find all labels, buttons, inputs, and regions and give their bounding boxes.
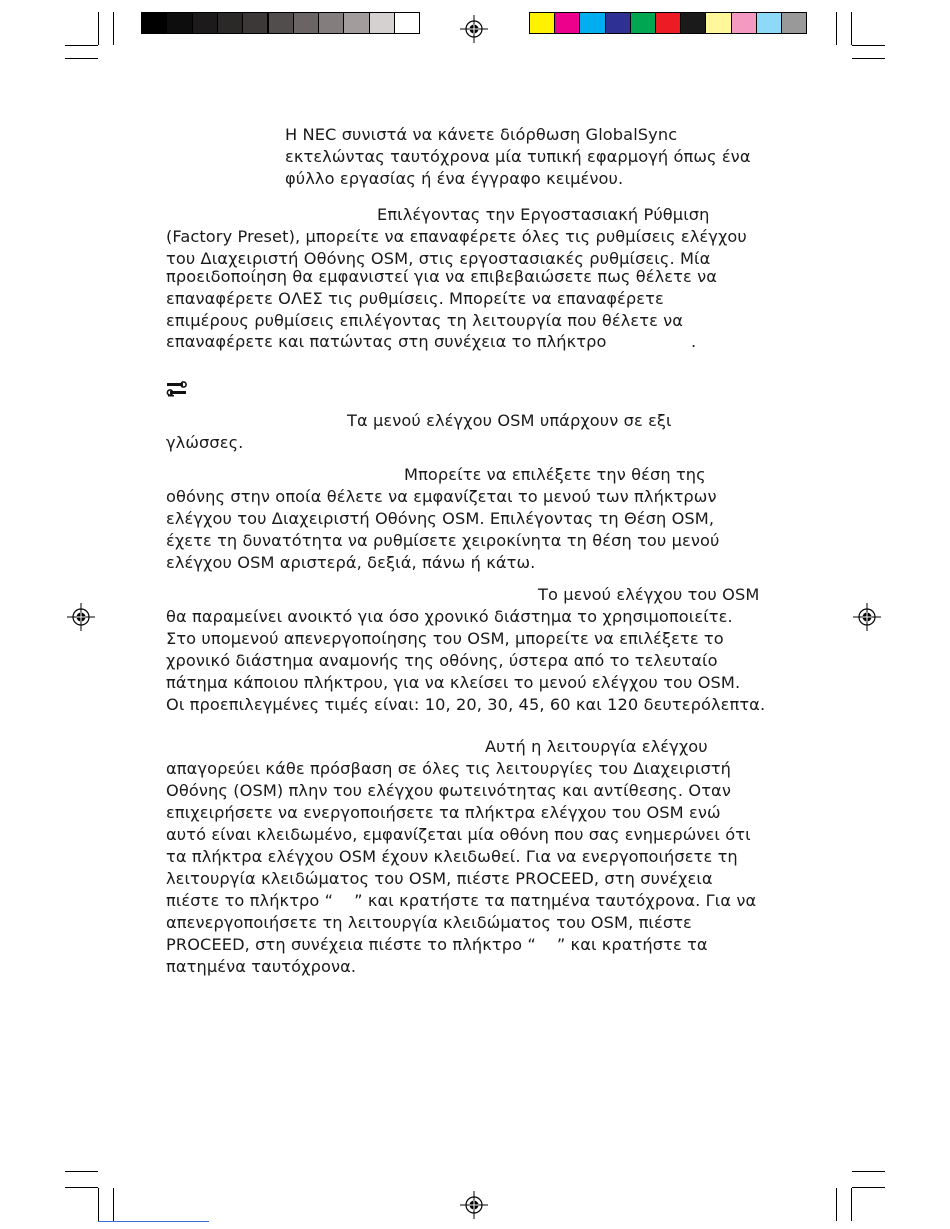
color-swatch [217, 12, 243, 34]
text-line: . [691, 332, 697, 351]
registration-mark-icon [460, 15, 488, 43]
color-swatch [705, 12, 731, 34]
text-line: Επιλέγοντας την Εργοστασιακή Ρύθμιση [377, 205, 710, 224]
tool-icon [166, 381, 188, 397]
text-line: Οθόνης (OSM) πλην του ελέγχου φωτεινότητας και αντίθεσης. Οταν [166, 781, 731, 800]
crop-mark [98, 12, 99, 45]
color-swatch [242, 12, 268, 34]
text-line: απαγορεύει κάθε πρόσβαση σε όλες τις λειτουργίες του Διαχειριστή [166, 759, 732, 778]
crop-mark [65, 1171, 98, 1172]
registration-mark-icon [460, 1191, 488, 1219]
crop-mark [852, 45, 885, 46]
color-swatch [394, 12, 420, 34]
text-line: θα παραμείνει ανοικτό για όσο χρονικό διάστημα το χρησιμοποιείτε. [166, 607, 733, 626]
crop-mark [113, 12, 114, 45]
crop-mark [113, 1188, 114, 1221]
color-swatch [781, 12, 807, 34]
text-line: πατημένα ταυτόχρονα. [166, 957, 357, 976]
color-swatch [166, 12, 192, 34]
text-line: πιέστε το πλήκτρο “ ” και κρατήστε τα πατημένα ταυτόχρονα. Για να [166, 891, 757, 910]
color-swatch [579, 12, 605, 34]
text-line: φύλλο εργασίας ή ένα έγγραφο κειμένου. [285, 169, 624, 188]
text-line: PROCEED, στη συνέχεια πιέστε το πλήκτρο “ ” και κρατήστε τα [166, 935, 708, 954]
text-line: ελέγχου του Διαχειριστή Οθόνης OSM. Επιλέγοντας τη Θέση OSM, [166, 509, 715, 528]
registration-mark-icon [67, 603, 95, 631]
text-line: οθόνης στην οποία θέλετε να εμφανίζεται το μενού των πλήκτρων [166, 487, 717, 506]
color-swatch [192, 12, 218, 34]
text-line: τα πλήκτρα ελέγχου OSM έχουν κλειδωθεί. Για να ενεργοποιήσετε τη [166, 847, 738, 866]
text-line: (Factory Preset), μπορείτε να επαναφέρετε όλες τις ρυθμίσεις ελέγχου [166, 227, 747, 246]
color-swatch [554, 12, 580, 34]
color-swatch [369, 12, 395, 34]
text-line: επαναφέρετε ΟΛΕΣ τις ρυθμίσεις. Μπορείτε να επαναφέρετε [166, 289, 664, 308]
text-line: απενεργοποιήσετε τη λειτουργία κλειδώματος του OSM, πιέστε [166, 913, 692, 932]
text-line: επιμέρους ρυθμίσεις επιλέγοντας τη λειτουργία που θέλετε να [166, 311, 684, 330]
text-line: επιχειρήσετε να ενεργοποιήσετε τα πλήκτρα ελέγχου του OSM ενώ [166, 803, 721, 822]
crop-mark [65, 58, 98, 59]
text-line: εκτελώντας ταυτόχρονα μία τυπική εφαρμογή όπως ένα [285, 147, 751, 166]
text-line: γλώσσες. [166, 433, 244, 452]
text-line: αυτό είναι κλειδωμένο, εμφανίζεται μία οθόνη που σας ενημερώνει ότι [166, 825, 751, 844]
text-line: του Διαχειριστή Οθόνης OSM, στις εργοστασιακές ρυθμίσεις. Μία [166, 249, 711, 268]
color-swatch [343, 12, 369, 34]
text-line: Οι προεπιλεγμένες τιμές είναι: 10, 20, 30, 45, 60 και 120 δευτερόλεπτα. [166, 695, 766, 714]
crop-mark [98, 1188, 99, 1221]
text-line: Αυτή η λειτουργία ελέγχου [485, 737, 708, 756]
crop-mark [836, 12, 837, 45]
text-line: Μπορείτε να επιλέξετε την θέση της [404, 465, 706, 484]
text-line: Τα μενού ελέγχου OSM υπάρχουν σε εξι [347, 411, 672, 430]
color-swatch [630, 12, 656, 34]
color-swatch [141, 12, 167, 34]
color-swatch [529, 12, 555, 34]
color-swatch [731, 12, 757, 34]
text-line: έχετε τη δυνατότητα να ρυθμίσετε χειροκίνητα τη θέση του μενού [166, 531, 720, 550]
color-swatch [655, 12, 681, 34]
text-line: ελέγχου OSM αριστερά, δεξιά, πάνω ή κάτω. [166, 553, 536, 572]
text-line: προειδοποίηση θα εμφανιστεί για να επιβεβαιώσετε πως θέλετε να [166, 267, 717, 286]
crop-mark [851, 1188, 852, 1221]
crop-mark [65, 1187, 98, 1188]
crop-mark [852, 58, 885, 59]
color-swatch [756, 12, 782, 34]
color-swatch [605, 12, 631, 34]
color-swatch [293, 12, 319, 34]
text-line: Το μενού ελέγχου του OSM [538, 585, 760, 604]
text-line: επαναφέρετε και πατώντας στη συνέχεια το πλήκτρο [166, 332, 607, 351]
color-swatch [318, 12, 344, 34]
color-swatch [680, 12, 706, 34]
crop-mark [852, 1187, 885, 1188]
text-line: Η NEC συνιστά να κάνετε διόρθωση GlobalSync [285, 125, 678, 144]
crop-mark [836, 1188, 837, 1221]
text-line: χρονικό διάστημα αναμονής της οθόνης, ύστερα από το τελευταίο [166, 651, 718, 670]
crop-mark [852, 1171, 885, 1172]
crop-mark [851, 12, 852, 45]
color-swatch [268, 12, 294, 34]
text-line: Στο υπομενού απενεργοποίησης του OSM, μπορείτε να επιλέξετε το [166, 629, 724, 648]
text-line: λειτουργία κλειδώματος του OSM, πιέστε PROCEED, στη συνέχεια [166, 869, 713, 888]
bottom-rule [98, 1221, 209, 1222]
registration-mark-icon [853, 603, 881, 631]
text-line: πάτημα κάποιου πλήκτρου, για να κλείσει το μενού ελέγχου του OSM. [166, 673, 741, 692]
crop-mark [65, 45, 98, 46]
